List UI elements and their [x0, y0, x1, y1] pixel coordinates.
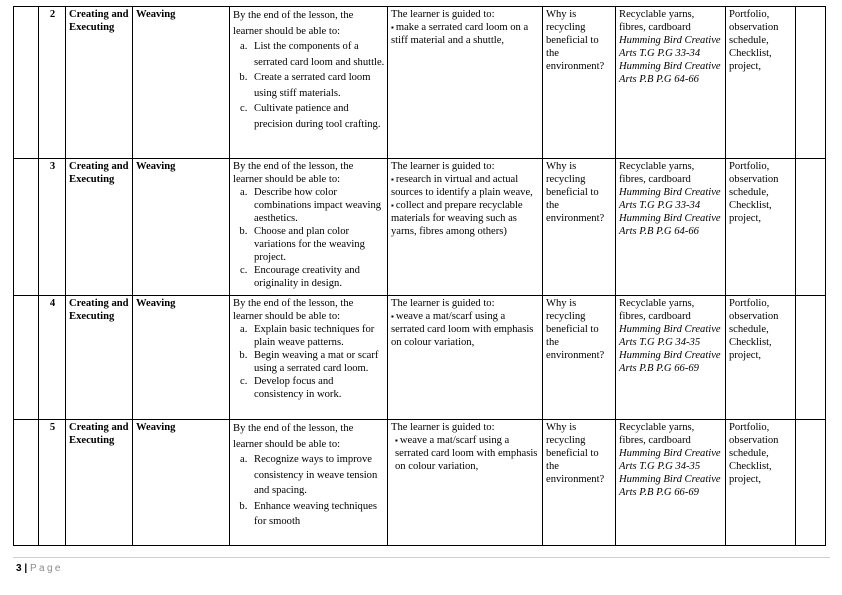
resource-item: Recyclable yarns, fibres, cardboard: [619, 161, 695, 185]
outcome-item: a. List the components of a serrated card loom and shuttle.: [250, 39, 385, 70]
sub-strand-cell: Weaving: [133, 159, 230, 296]
experience-item: ▪ collect and prepare recyclable materials for weaving such as yarns, fibres among others): [391, 199, 540, 238]
resources-cell: [616, 420, 726, 546]
outcome-item: a. Explain basic techniques for plain weave patterns.: [250, 323, 385, 349]
assessment-cell: Portfolio, observation schedule, Checklist, project,: [726, 7, 796, 159]
sub-strand-cell: Weaving: [133, 7, 230, 159]
learning-outcomes-cell: [230, 7, 388, 159]
experiences-intro: The learner is guided to:: [391, 161, 495, 172]
resources-cell: [616, 296, 726, 420]
assessment-cell: Portfolio, observation schedule, Checklist, project,: [726, 420, 796, 546]
resource-item: Recyclable yarns, fibres, cardboard: [619, 422, 695, 446]
footer-separator: |: [24, 563, 28, 574]
blank-cell: [14, 7, 39, 159]
learning-outcomes-cell: [230, 296, 388, 420]
resources-cell: [616, 7, 726, 159]
outcomes-intro: By the end of the lesson, the learner should be able to:: [233, 298, 354, 322]
remarks-cell: [796, 420, 826, 546]
inquiry-question-cell: Why is recycling beneficial to the environment?: [543, 296, 616, 420]
learning-outcomes-cell: [230, 420, 388, 546]
outcomes-intro: By the end of the lesson, the learner should be able to:: [233, 161, 354, 185]
experiences-intro: The learner is guided to:: [391, 9, 495, 20]
resource-item: Humming Bird Creative Arts T.G P.G 34-35: [619, 324, 721, 348]
resource-item: Humming Bird Creative Arts P.B P.G 66-69: [619, 474, 721, 498]
learning-experiences-cell: [388, 296, 543, 420]
outcome-item: b. Begin weaving a mat or scarf using a serrated card loom.: [250, 349, 385, 375]
resource-item: Recyclable yarns, fibres, cardboard: [619, 298, 695, 322]
resource-item: Recyclable yarns, fibres, cardboard: [619, 9, 695, 33]
table-row: [14, 7, 826, 159]
strand-cell: Creating and Executing: [66, 420, 133, 546]
experiences-intro: The learner is guided to:: [391, 298, 495, 309]
page-label: Page: [29, 563, 63, 574]
outcome-item: b. Choose and plan color variations for the weaving project.: [250, 225, 385, 264]
sub-strand-cell: Weaving: [133, 420, 230, 546]
table-row: [14, 296, 826, 420]
learning-experiences-cell: [388, 7, 543, 159]
assessment-cell: Portfolio, observation schedule, Checklist, project,: [726, 296, 796, 420]
resource-item: Humming Bird Creative Arts P.B P.G 64-66: [619, 213, 721, 237]
experience-item: ▪ weave a mat/scarf using a serrated card loom with emphasis on colour variation,: [391, 434, 540, 473]
week-cell: 4: [39, 296, 66, 420]
resource-item: Humming Bird Creative Arts T.G P.G 33-34: [619, 187, 721, 211]
resources-cell: [616, 159, 726, 296]
page-number: 3: [16, 563, 22, 574]
inquiry-question-cell: Why is recycling beneficial to the environment?: [543, 159, 616, 296]
outcome-item: b. Create a serrated card loom using stiff materials.: [250, 70, 385, 101]
experiences-intro: The learner is guided to:: [391, 422, 495, 433]
resource-item: Humming Bird Creative Arts T.G P.G 34-35: [619, 448, 721, 472]
sub-strand-cell: Weaving: [133, 296, 230, 420]
learning-experiences-cell: [388, 159, 543, 296]
footer-divider: [13, 557, 830, 558]
resource-item: Humming Bird Creative Arts T.G P.G 33-34: [619, 35, 721, 59]
experience-item: ▪ make a serrated card loom on a stiff material and a shuttle,: [391, 21, 540, 47]
outcome-item: a. Describe how color combinations impact weaving aesthetics.: [250, 186, 385, 225]
remarks-cell: [796, 159, 826, 296]
blank-cell: [14, 296, 39, 420]
remarks-cell: [796, 296, 826, 420]
blank-cell: [14, 159, 39, 296]
experience-item: ▪ research in virtual and actual sources to identify a plain weave,: [391, 173, 540, 199]
learning-outcomes-cell: [230, 159, 388, 296]
table-row: [14, 420, 826, 546]
blank-cell: [14, 420, 39, 546]
week-cell: 2: [39, 7, 66, 159]
outcome-item: c. Encourage creativity and originality in design.: [250, 264, 385, 290]
experience-item: ▪ weave a mat/scarf using a serrated card loom with emphasis on colour variation,: [391, 310, 540, 349]
remarks-cell: [796, 7, 826, 159]
assessment-cell: Portfolio, observation schedule, Checklist, project,: [726, 159, 796, 296]
learning-experiences-cell: [388, 420, 543, 546]
scheme-of-work-table: [13, 6, 826, 546]
inquiry-question-cell: Why is recycling beneficial to the environment?: [543, 420, 616, 546]
resource-item: Humming Bird Creative Arts P.B P.G 66-69: [619, 350, 721, 374]
strand-cell: Creating and Executing: [66, 159, 133, 296]
resource-item: Humming Bird Creative Arts P.B P.G 64-66: [619, 61, 721, 85]
outcome-item: b. Enhance weaving techniques for smooth: [250, 499, 385, 530]
page-footer: [16, 563, 63, 574]
outcome-item: a. Recognize ways to improve consistency in weave tension and spacing.: [250, 452, 385, 499]
strand-cell: Creating and Executing: [66, 7, 133, 159]
week-cell: 5: [39, 420, 66, 546]
table-row: [14, 159, 826, 296]
strand-cell: Creating and Executing: [66, 296, 133, 420]
week-cell: 3: [39, 159, 66, 296]
outcome-item: c. Develop focus and consistency in work.: [250, 375, 385, 401]
outcomes-intro: By the end of the lesson, the learner should be able to:: [233, 423, 354, 450]
outcome-item: c. Cultivate patience and precision during tool crafting.: [250, 101, 385, 132]
inquiry-question-cell: Why is recycling beneficial to the environment?: [543, 7, 616, 159]
outcomes-intro: By the end of the lesson, the learner should be able to:: [233, 10, 354, 37]
